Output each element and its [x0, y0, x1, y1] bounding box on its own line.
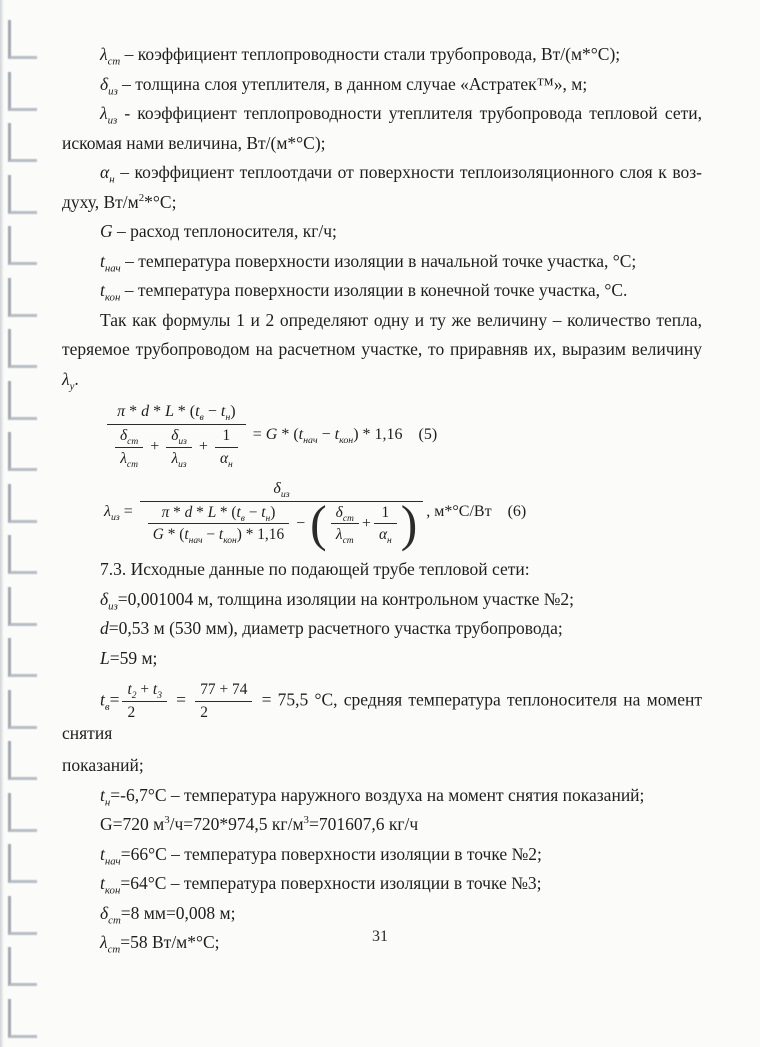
subscript: н	[225, 412, 231, 424]
text-run: −	[317, 426, 335, 444]
text-run: духу, Вт/м	[62, 191, 139, 212]
math-symbol: δ	[273, 479, 281, 497]
text-run: +	[146, 437, 164, 455]
text-run: *	[173, 503, 185, 521]
math-symbol: λ	[100, 44, 108, 64]
subscript: из	[280, 488, 290, 500]
subscript: из	[178, 459, 187, 470]
fraction	[107, 402, 246, 469]
math-symbol: t	[100, 784, 105, 805]
text-run: – расход теплоносителя, кг/ч;	[112, 221, 337, 241]
text-run: *	[129, 403, 142, 420]
subscript: ст	[342, 536, 354, 547]
text-line	[62, 40, 702, 70]
text-run: /ч=720*974,5 кг/м	[169, 814, 304, 835]
text-run: теряемое трубопроводом на расчетном участке, то приравняв их, выразим величину	[62, 339, 702, 359]
math-symbol: t	[152, 681, 158, 699]
fraction-denominator	[374, 524, 397, 545]
binding-mark	[8, 20, 37, 59]
fraction-denominator	[148, 524, 289, 545]
subscript: н	[265, 513, 271, 524]
fraction	[140, 479, 423, 552]
binding-mark	[8, 741, 37, 780]
text-run: .	[74, 368, 79, 389]
binding-mark	[8, 793, 37, 832]
text-run: 1	[381, 503, 390, 521]
text-run: =66°С – температура поверхности изоляции в точке №2;	[120, 843, 542, 864]
text-line	[62, 365, 702, 395]
subscript: кон	[104, 291, 121, 304]
math-symbol: δ	[335, 503, 343, 521]
math-symbol: α	[219, 449, 228, 467]
text-run: +	[194, 437, 212, 455]
fraction-numerator	[374, 503, 397, 525]
fraction-denominator	[122, 702, 166, 723]
fraction	[115, 426, 143, 469]
fraction-numerator	[215, 426, 238, 448]
math-symbol: t	[100, 250, 105, 271]
page-number: 31	[372, 928, 388, 945]
text-run: ) * 1,16	[353, 426, 403, 444]
subscript: нач	[303, 435, 318, 447]
text-line	[62, 810, 702, 840]
subscript: из	[107, 114, 118, 127]
section-heading	[62, 555, 702, 585]
math-symbol: d	[100, 618, 109, 639]
subscript: в	[104, 701, 110, 714]
binding-mark	[8, 329, 37, 368]
subscript: нач	[104, 855, 121, 868]
fraction-denominator	[166, 448, 192, 469]
fraction-denominator	[195, 702, 252, 723]
subscript: кон	[104, 884, 121, 897]
text-run: −	[202, 526, 219, 544]
text-run: – температура поверхности изоляции в конечной точке участка, °С.	[120, 280, 628, 300]
binding-mark	[8, 844, 37, 883]
subscript: из	[110, 511, 120, 523]
text-run: * (	[177, 403, 196, 420]
math-symbol: δ	[100, 588, 109, 609]
fraction-numerator	[107, 402, 246, 425]
subscript: в	[199, 412, 204, 424]
subscript: н	[387, 536, 392, 547]
subscript: из	[108, 85, 118, 97]
text-line	[62, 188, 702, 218]
text-run: =59 м;	[109, 647, 158, 668]
subscript: 2	[131, 690, 137, 702]
text-line	[62, 70, 702, 100]
text-run: =	[169, 689, 193, 710]
subscript: ст	[126, 459, 138, 470]
subscript: 3	[157, 690, 162, 702]
math-symbol: λ	[335, 526, 343, 544]
math-symbol: L	[207, 503, 220, 521]
text-run: −	[292, 514, 310, 532]
math-symbol: λ	[100, 103, 108, 123]
math-symbol: t	[220, 403, 226, 420]
subscript: ст	[127, 436, 139, 447]
math-symbol: α	[100, 162, 110, 182]
text-run: −	[244, 503, 262, 521]
math-symbol: t	[298, 426, 304, 444]
math-symbol: δ	[100, 902, 109, 923]
subscript: нач	[188, 536, 203, 547]
text-run: =8 мм=0,008 м;	[120, 902, 236, 923]
text-run: (5)	[402, 426, 438, 444]
fraction	[122, 680, 166, 723]
text-run: – толщина слоя утеплителя, в данном случае «Астратек™», м;	[117, 73, 588, 94]
text-run: 2	[200, 704, 208, 722]
subscript: кон	[223, 536, 237, 547]
text-run: =	[119, 502, 137, 520]
math-symbol: t	[195, 403, 200, 420]
text-run: =	[109, 689, 120, 710]
math-symbol: δ	[120, 426, 128, 444]
fraction-numerator	[195, 680, 252, 702]
math-symbol: λ	[171, 449, 179, 467]
text-run: )	[230, 403, 236, 420]
math-symbol: t	[100, 280, 105, 300]
fraction-numerator	[115, 426, 143, 448]
math-symbol: λ	[120, 449, 127, 467]
math-symbol: π	[117, 403, 130, 420]
text-line	[62, 158, 702, 188]
math-symbol: L	[100, 647, 110, 668]
binding-mark	[8, 638, 37, 677]
text-run: =0,53 м (530 мм), диаметр расчетного участка трубопровода;	[108, 618, 563, 639]
subscript: из	[108, 600, 118, 613]
math-symbol: t	[236, 503, 241, 521]
math-symbol: λ	[100, 932, 108, 953]
math-symbol: G	[100, 221, 113, 241]
fraction-denominator	[215, 448, 238, 469]
text-run: =0,001004 м, толщина изоляции на контрольном участке №2;	[117, 588, 575, 609]
fraction	[215, 426, 238, 469]
text-line	[62, 129, 702, 159]
math-symbol: t	[184, 526, 189, 544]
binding-mark	[8, 175, 37, 214]
text-run: =58 Вт/м*°С;	[120, 932, 220, 953]
fraction-numerator	[331, 503, 359, 525]
fraction-numerator	[140, 479, 423, 502]
fraction-denominator	[331, 524, 359, 545]
text-line	[62, 276, 702, 306]
fraction-numerator	[166, 426, 192, 448]
binding-mark	[8, 381, 37, 420]
fraction-denominator	[140, 495, 423, 552]
text-line	[62, 673, 702, 751]
text-line	[62, 899, 702, 929]
math-symbol: δ	[100, 73, 109, 94]
text-run: =-6,7°С – температура наружного воздуха на момент снятия показаний;	[110, 784, 645, 805]
text-run: =	[248, 426, 266, 444]
math-symbol: δ	[171, 426, 179, 444]
text-line	[62, 306, 702, 336]
binding-mark	[8, 535, 37, 574]
parenthesized-group: ( $\frac{\delta_{ст}}{\lambda_{ст}}$ + $\frac{1}{\alpha_н}$ )	[310, 495, 418, 552]
math-symbol: t	[218, 526, 224, 544]
text-run: 1	[222, 426, 231, 444]
text-line	[62, 217, 702, 247]
text-run: =701607,6 кг/ч	[308, 814, 419, 835]
text-run: 2	[127, 704, 136, 722]
text-run: показаний;	[62, 755, 144, 776]
paren-content	[328, 503, 400, 546]
text-line	[62, 869, 702, 899]
text-run: – коэффициент теплоотдачи от поверхности теплоизоляционного слоя к воз-	[114, 162, 702, 182]
text-run: = 75,5 °С, средняя температура теплоносителя на момент снятия	[62, 689, 702, 744]
text-run: * (	[163, 526, 185, 544]
math-symbol: d	[184, 503, 197, 521]
math-symbol: t	[100, 689, 105, 710]
math-symbol: λ	[62, 368, 70, 389]
formula-6	[104, 479, 702, 552]
text-line	[62, 781, 702, 811]
math-symbol: G	[265, 426, 278, 444]
subscript: кон	[339, 435, 354, 447]
binding-mark	[8, 432, 37, 471]
math-symbol: t	[334, 426, 340, 444]
binding-mark	[8, 72, 37, 111]
superscript: 3	[164, 814, 170, 827]
subscript: нач	[104, 262, 121, 274]
math-symbol: t	[127, 681, 132, 699]
math-symbol: λ	[104, 502, 111, 520]
subscript: в	[240, 513, 245, 524]
fraction-denominator	[107, 425, 246, 469]
text-run: * (	[277, 426, 299, 444]
math-symbol: L	[165, 403, 178, 420]
binding-mark	[8, 690, 37, 729]
text-run: +	[361, 514, 371, 532]
binding-mark	[8, 484, 37, 523]
math-symbol: t	[100, 843, 105, 864]
subscript: ст	[107, 943, 121, 956]
text-run: 7.3. Исходные данные по подающей трубе тепловой сети:	[100, 559, 530, 580]
math-symbol: G	[152, 526, 164, 544]
text-line	[62, 644, 702, 674]
text-run: * (	[219, 503, 237, 521]
subscript: н	[104, 796, 111, 809]
binding-mark	[8, 278, 37, 317]
subscript: н	[109, 173, 115, 186]
superscript: 3	[303, 814, 309, 827]
text-line	[62, 751, 702, 781]
text-run: - коэффициент теплопроводности утеплителя трубопровода тепловой сети,	[117, 103, 702, 123]
fraction-denominator	[115, 448, 143, 469]
text-line	[62, 99, 702, 129]
binding-mark	[8, 587, 37, 626]
text-run: )	[270, 503, 276, 521]
fraction	[331, 503, 359, 546]
math-symbol: d	[141, 403, 154, 420]
text-run: искомая нами величина, Вт/(м*°С);	[62, 132, 326, 153]
text-run: G=720 м	[100, 814, 165, 835]
formula-5	[104, 402, 702, 469]
subscript: н	[228, 459, 233, 470]
subscript: ст	[107, 55, 121, 68]
text-line	[62, 335, 702, 365]
text-run: Так как формулы 1 и 2 определяют одну и ту же величину – количество тепла,	[100, 309, 702, 330]
binding-mark	[8, 123, 37, 162]
text-line	[62, 585, 702, 615]
document-body	[62, 40, 702, 958]
fraction	[374, 503, 397, 546]
fraction	[195, 680, 252, 723]
math-symbol: t	[261, 503, 266, 521]
superscript: 2	[138, 191, 145, 204]
subscript: ст	[108, 914, 121, 927]
subscript: из	[178, 436, 187, 447]
fraction	[148, 503, 289, 546]
binding-mark	[8, 999, 37, 1038]
binding-mark	[8, 226, 37, 265]
math-symbol: α	[378, 526, 388, 544]
fraction-numerator	[122, 680, 166, 702]
text-run: *	[196, 503, 208, 521]
text-line	[62, 247, 702, 277]
text-run: 77 + 74	[200, 681, 248, 699]
text-run: ) * 1,16	[236, 526, 285, 544]
fraction-numerator	[148, 503, 289, 525]
binding-mark	[8, 947, 37, 986]
math-symbol: π	[161, 503, 174, 521]
text-run: – температура поверхности изоляции в начальной точке участка, °С;	[120, 250, 637, 271]
text-run: *°С;	[144, 191, 177, 212]
text-line	[62, 614, 702, 644]
subscript: у	[69, 380, 75, 392]
text-run: −	[203, 403, 221, 420]
text-run: *	[153, 403, 166, 420]
fraction	[166, 426, 192, 469]
subscript: ст	[342, 513, 354, 524]
text-run: =64°С – температура поверхности изоляции в точке №3;	[120, 873, 542, 894]
text-line	[62, 840, 702, 870]
text-run: , м*°С/Вт (6)	[426, 502, 527, 520]
text-run: +	[136, 681, 153, 699]
math-symbol: t	[100, 873, 105, 894]
text-run: – коэффициент теплопроводности стали трубопровода, Вт/(м*°С);	[120, 44, 621, 64]
